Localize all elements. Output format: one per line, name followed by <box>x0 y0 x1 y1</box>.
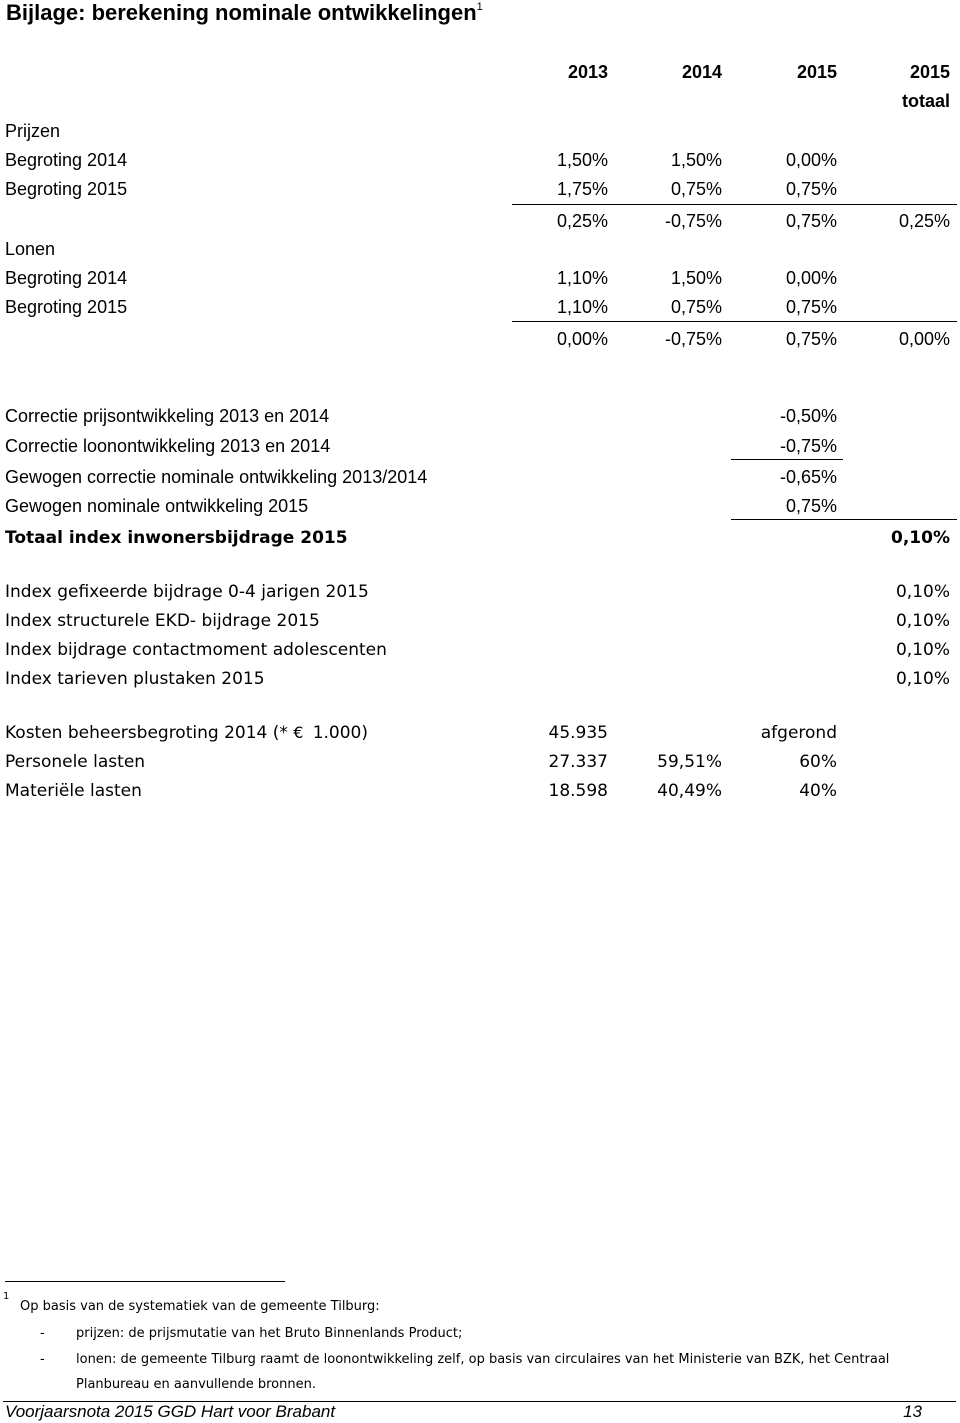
index-label: Index gefixeerde bijdrage 0-4 jarigen 2015 <box>5 582 369 602</box>
index-value: 0,10% <box>895 640 950 660</box>
kosten-row-rounded: 60% <box>799 752 837 772</box>
index-label: Index tarieven plustaken 2015 <box>5 669 265 689</box>
footnote-dash: - <box>40 1326 45 1341</box>
prijzen-row-2013: 1,50% <box>556 150 608 170</box>
kosten-row-value: 27.337 <box>548 752 608 772</box>
title-footnote-ref: 1 <box>476 0 483 13</box>
kosten-row-label: Personele lasten <box>5 752 146 772</box>
prijzen-row-2013: 1,75% <box>556 179 608 199</box>
footnote-item: Planbureau en aanvullende bronnen. <box>76 1377 316 1392</box>
correctie-value: 0,75% <box>785 496 837 516</box>
kosten-row-rounded: 40% <box>799 781 837 801</box>
header-total-year: 2015 <box>909 62 950 82</box>
lonen-diff-2014: -0,75% <box>664 329 722 349</box>
footnote-separator <box>5 1281 285 1282</box>
kosten-label: Kosten beheersbegroting 2014 (* € 1.000) <box>5 723 368 743</box>
lonen-row-2014: 1,50% <box>670 268 722 288</box>
divider-line <box>512 321 957 322</box>
lonen-row-2014: 0,75% <box>670 297 722 317</box>
header-2014: 2014 <box>681 62 722 82</box>
prijzen-row-label: Begroting 2014 <box>5 150 128 170</box>
prijzen-diff-2013: 0,25% <box>556 211 608 231</box>
section-label-prijzen: Prijzen <box>5 121 61 141</box>
correctie-value: -0,50% <box>779 406 837 426</box>
lonen-row-label: Begroting 2015 <box>5 297 128 317</box>
divider-line <box>512 204 957 205</box>
index-label: Index structurele EKD- bijdrage 2015 <box>5 611 320 631</box>
lonen-row-2015: 0,75% <box>785 297 837 317</box>
index-value: 0,10% <box>895 611 950 631</box>
divider-line <box>731 519 957 520</box>
footnote-number: 1 <box>3 1291 10 1302</box>
header-2015: 2015 <box>796 62 837 82</box>
section-label-lonen: Lonen <box>5 239 56 259</box>
kosten-row-pct: 40,49% <box>657 781 722 801</box>
footnote-item: prijzen: de prijsmutatie van het Bruto Binnenlands Product; <box>76 1326 463 1341</box>
header-2013: 2013 <box>567 62 608 82</box>
prijzen-row-2015: 0,00% <box>785 150 837 170</box>
correctie-value: -0,75% <box>779 436 837 456</box>
kosten-value: 45.935 <box>548 723 608 743</box>
index-value: 0,10% <box>895 669 950 689</box>
prijzen-diff-2014: -0,75% <box>664 211 722 231</box>
prijzen-row-2014: 0,75% <box>670 179 722 199</box>
kosten-row-value: 18.598 <box>548 781 608 801</box>
prijzen-row-2015: 0,75% <box>785 179 837 199</box>
correctie-value: -0,65% <box>779 467 837 487</box>
kosten-afgerond-label: afgerond <box>760 723 837 743</box>
lonen-row-2013: 1,10% <box>556 297 608 317</box>
lonen-row-2013: 1,10% <box>556 268 608 288</box>
footer-document-title: Voorjaarsnota 2015 GGD Hart voor Brabant <box>5 1402 336 1421</box>
footnote-text: Op basis van de systematiek van de gemeente Tilburg: <box>20 1299 380 1314</box>
kosten-row-pct: 59,51% <box>657 752 722 772</box>
page-number: 13 <box>903 1402 922 1421</box>
correctie-label: Gewogen correctie nominale ontwikkeling 2013/2014 <box>5 467 428 487</box>
lonen-diff-total: 0,00% <box>898 329 950 349</box>
lonen-diff-2015: 0,75% <box>785 329 837 349</box>
lonen-diff-2013: 0,00% <box>556 329 608 349</box>
index-label: Index bijdrage contactmoment adolescenten <box>5 640 387 660</box>
lonen-row-2015: 0,00% <box>785 268 837 288</box>
footnote-item: lonen: de gemeente Tilburg raamt de loonontwikkeling zelf, op basis van circulaires van het Ministerie van BZK, het Centraal <box>76 1352 890 1367</box>
prijzen-row-2014: 1,50% <box>670 150 722 170</box>
kosten-row-label: Materiële lasten <box>5 781 142 801</box>
totaal-label: Totaal index inwonersbijdrage 2015 <box>5 528 348 548</box>
prijzen-diff-2015: 0,75% <box>785 211 837 231</box>
correctie-label: Correctie prijsontwikkeling 2013 en 2014 <box>5 406 330 426</box>
page-title: Bijlage: berekening nominale ontwikkelingen$^1$ <box>6 0 483 25</box>
header-total-label: totaal <box>901 91 950 111</box>
prijzen-row-label: Begroting 2015 <box>5 179 128 199</box>
totaal-value: 0,10% <box>891 528 950 548</box>
footnote-dash: - <box>40 1352 45 1367</box>
euro-icon: € <box>293 723 304 742</box>
divider-line <box>731 459 843 460</box>
correctie-label: Correctie loonontwikkeling 2013 en 2014 <box>5 436 331 456</box>
lonen-row-label: Begroting 2014 <box>5 268 128 288</box>
prijzen-diff-total: 0,25% <box>898 211 950 231</box>
index-value: 0,10% <box>895 582 950 602</box>
correctie-label: Gewogen nominale ontwikkeling 2015 <box>5 496 309 516</box>
